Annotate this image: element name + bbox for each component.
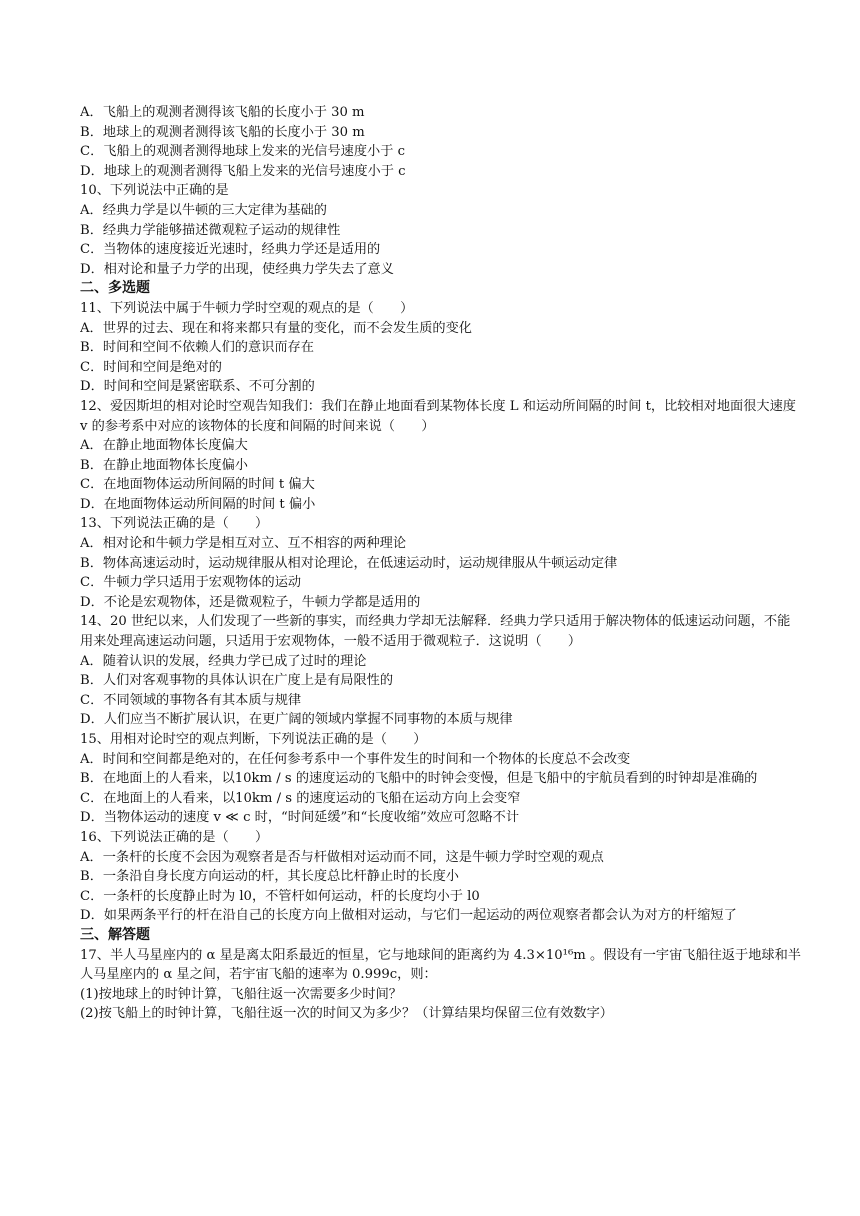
q9-option-a: A．飞船上的观测者测得该飞船的长度小于 30 m	[80, 105, 365, 120]
q11-option-a: A．世界的过去、现在和将来都只有量的变化，而不会发生质的变化	[80, 320, 472, 336]
q15-option-c: C．在地面上的人看来，以10km / s 的速度运动的飞船在运动方向上会变窄	[80, 790, 521, 806]
q12-option-c: C．在地面物体运动所间隔的时间 t 偏大	[80, 477, 315, 493]
q17-part-1: (1)按地球上的时钟计算，飞船往返一次需要多少时间？	[80, 986, 402, 1002]
question-13: 13、下列说法正确的是（ ）	[80, 516, 269, 532]
q9-option-d: D．地球上的观测者测得飞船上发来的光信号速度小于 c	[80, 163, 406, 179]
q9-option-c: C．飞船上的观测者测得地球上发来的光信号速度小于 c	[80, 144, 405, 160]
q9-option-b: B．地球上的观测者测得该飞船的长度小于 30 m	[80, 124, 365, 140]
q11-option-c: C．时间和空间是绝对的	[80, 359, 222, 375]
q15-option-d: D．当物体运动的速度 v ≪ c 时，“时间延缓”和“长度收缩”效应可忽略不计	[80, 810, 520, 826]
q13-option-a: A．相对论和牛顿力学是相互对立、互不相容的两种理论	[80, 536, 407, 552]
question-12: 12、爱因斯坦的相对论时空观告知我们：我们在静止地面看到某物体长度 L 和运动所间隔的时间 t，比较相对地面很大速度 v 的参考系中对应的该物体的长度和间隔的时间来说（ ）	[80, 398, 796, 434]
exam-page	[80, 103, 802, 1024]
q10-option-b: B．经典力学能够描述微观粒子运动的规律性	[80, 222, 341, 238]
q14-option-b: B．人们对客观事物的具体认识在广度上是有局限性的	[80, 673, 394, 689]
q15-option-b: B．在地面上的人看来，以10km / s 的速度运动的飞船中的时钟会变慢，但是飞船中的宇航员看到的时钟却是准确的	[80, 771, 758, 787]
q10-option-d: D．相对论和量子力学的出现，使经典力学失去了意义	[80, 261, 394, 277]
question-11: 11、下列说法中属于牛顿力学时空观的观点的是（ ）	[80, 300, 414, 316]
q12-option-b: B．在静止地面物体长度偏小	[80, 457, 248, 473]
section-heading-answer-questions: 三、解答题	[80, 926, 150, 943]
q13-option-d: D．不论是宏观物体，还是微观粒子，牛顿力学都是适用的	[80, 594, 421, 610]
question-16: 16、下列说法正确的是（ ）	[80, 829, 269, 845]
question-14: 14、20 世纪以来，人们发现了一些新的事实，而经典力学却无法解释．经典力学只适用于解决物体的低速运动问题，不能用来处理高速运动问题，只适用于宏观物体，一般不适用于微观粒子．这说明（ ）	[80, 614, 791, 650]
q12-option-d: D．在地面物体运动所间隔的时间 t 偏小	[80, 496, 316, 512]
question-17: 17、半人马星座内的 α 星是离太阳系最近的恒星，它与地球间的距离约为 4.3×10¹⁶m 。假设有一宇宙飞船往返于地球和半人马星座内的 α 星之间，若宇宙飞船的速率为 0.999c，则：	[80, 947, 801, 983]
q17-part-2: (2)按飞船上的时钟计算，飞船往返一次的时间又为多少？（计算结果均保留三位有效数字）	[80, 1006, 613, 1022]
q14-option-c: C．不同领域的事物各有其本质与规律	[80, 692, 302, 708]
q12-option-a: A．在静止地面物体长度偏大	[80, 438, 248, 454]
q10-option-a: A．经典力学是以牛顿的三大定律为基础的	[80, 202, 327, 218]
question-15: 15、用相对论时空的观点判断，下列说法正确的是（ ）	[80, 732, 427, 747]
q11-option-b: B．时间和空间不依赖人们的意识而存在	[80, 340, 314, 356]
q13-option-b: B．物体高速运动时，运动规律服从相对论理论，在低速运动时，运动规律服从牛顿运动定律	[80, 555, 618, 571]
section-heading-multiple-choice: 二、多选题	[80, 280, 150, 297]
q13-option-c: C．牛顿力学只适用于宏观物体的运动	[80, 575, 302, 591]
q16-option-a: A．一条杆的长度不会因为观察者是否与杆做相对运动而不同，这是牛顿力学时空观的观点	[80, 849, 604, 865]
q14-option-a: A．随着认识的发展，经典力学已成了过时的理论	[80, 653, 367, 669]
q11-option-d: D．时间和空间是紧密联系、不可分割的	[80, 379, 315, 395]
q16-option-c: C．一条杆的长度静止时为 l0，不管杆如何运动，杆的长度均小于 l0	[80, 888, 480, 904]
q15-option-a: A．时间和空间都是绝对的，在任何参考系中一个事件发生的时间和一个物体的长度总不会改变	[80, 751, 631, 767]
question-10: 10、下列说法中正确的是	[80, 183, 229, 199]
q14-option-d: D．人们应当不断扩展认识，在更广阔的领域内掌握不同事物的本质与规律	[80, 712, 513, 728]
q16-option-d: D．如果两条平行的杆在沿自己的长度方向上做相对运动，与它们一起运动的两位观察者都会认为对方的杆缩短了	[80, 908, 737, 924]
q10-option-c: C．当物体的速度接近光速时，经典力学还是适用的	[80, 242, 381, 258]
q16-option-b: B．一条沿自身长度方向运动的杆，其长度总比杆静止时的长度小	[80, 869, 459, 885]
